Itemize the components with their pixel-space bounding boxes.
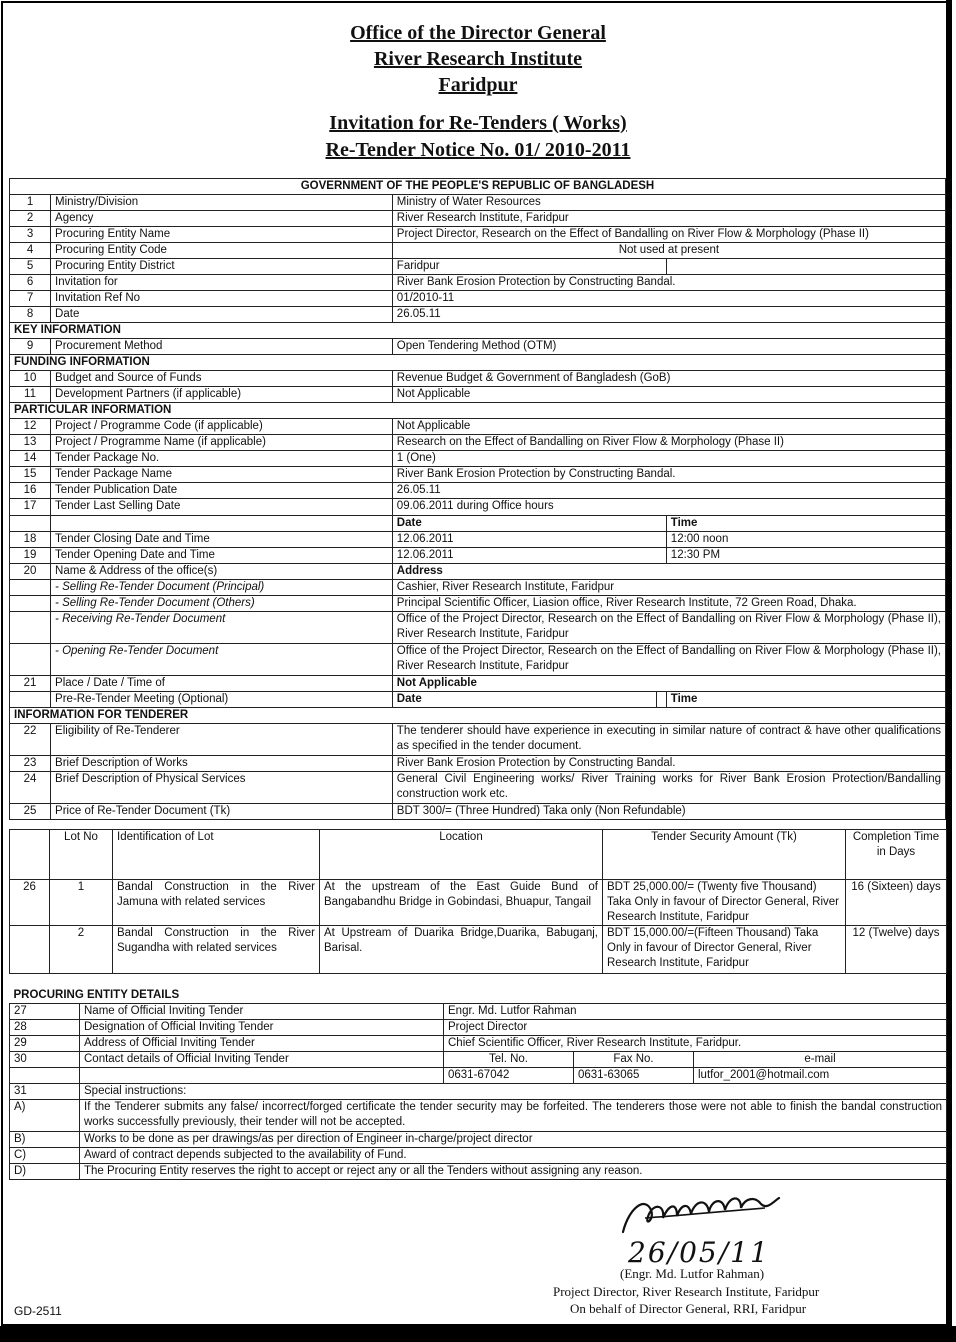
- lots-header-row: Lot No Identification of Lot Location Tender Security Amount (Tk) Completion Time in Days: [10, 830, 947, 880]
- table-row: 30 Contact details of Official Inviting Tender Tel. No. Fax No. e-mail: [10, 1052, 947, 1068]
- table-row: 20 Name & Address of the office(s) Address: [10, 564, 946, 580]
- section-heading: FUNDING INFORMATION: [10, 355, 946, 371]
- signatory-designation: Project Director, River Research Institute, Faridpur: [553, 1284, 820, 1299]
- table-row: 24 Brief Description of Physical Services General Civil Engineering works/ River Training works for River Bank Erosion Protection/Bandalling construction work etc.: [10, 772, 946, 804]
- lot-row: 2 Bandal Construction in the River Sugandha with related services At Upstream of Duarika Bridge,Duarika, Babuganj, Barisal. BDT 15,000.00/=(Fifteen Thousand) Taka Only in favour of Director General, River Research Institute, Faridpur 12 (Twelve) days: [10, 926, 947, 974]
- table-row: 14 Tender Package No. 1 (One): [10, 451, 946, 467]
- table-row: 23 Brief Description of Works River Bank Erosion Protection by Constructing Bandal.: [10, 756, 946, 772]
- section-heading: INFORMATION FOR TENDERER: [10, 708, 946, 724]
- table-row: 16 Tender Publication Date 26.05.11: [10, 483, 946, 499]
- table-row: 25 Price of Re-Tender Document (Tk) BDT 300/= (Three Hundred) Taka only (Non Refundable): [10, 804, 946, 820]
- table-row: - Receiving Re-Tender Document Office of the Project Director, Research on the Effect of Bandalling on River Flow & Morphology (Phase II), River Research Institute, Faridpur: [10, 612, 946, 644]
- table-row: 4 Procuring Entity Code Not used at present: [10, 243, 946, 259]
- table-row: 27 Name of Official Inviting Tender Engr. Md. Lutfor Rahman: [10, 1004, 947, 1020]
- header-office: Office of the Director General: [350, 22, 606, 44]
- table-row: 8 Date 26.05.11: [10, 307, 946, 323]
- procuring-entity-table: [9, 988, 947, 1180]
- table-row: 7 Invitation Ref No 01/2010-11: [10, 291, 946, 307]
- table-row: 18 Tender Closing Date and Time 12.06.2011 12:00 noon: [10, 532, 946, 548]
- table-row: A) If the Tenderer submits any false/ incorrect/forged certificate the tender security may be forfeited. The tenderers those were not able to finish the bandal construction works successfully previously, their tender will not be accepted.: [10, 1100, 947, 1132]
- handwritten-date: 26/05/11: [628, 1236, 770, 1269]
- table-row: 19 Tender Opening Date and Time 12.06.2011 12:30 PM: [10, 548, 946, 564]
- table-row: B) Works to be done as per drawings/as per direction of Engineer in-charge/project director: [10, 1132, 947, 1148]
- table-row: 11 Development Partners (if applicable) Not Applicable: [10, 387, 946, 403]
- table-row: 5 Procuring Entity District Faridpur: [10, 259, 946, 275]
- table-row: 6 Invitation for River Bank Erosion Protection by Constructing Bandal.: [10, 275, 946, 291]
- footer-code: GD-2511: [14, 1304, 62, 1318]
- gov-title-row: GOVERNMENT OF THE PEOPLE'S REPUBLIC OF BANGLADESH: [10, 179, 946, 195]
- table-row: 31 Special instructions:: [10, 1084, 947, 1100]
- bottom-edge-bar: [0, 1326, 956, 1342]
- notice-title: Invitation for Re-Tenders ( Works): [329, 112, 627, 134]
- table-row: - Selling Re-Tender Document (Others) Principal Scientific Officer, Liasion office, River Research Institute, 72 Green Road, Dhaka.: [10, 596, 946, 612]
- table-row: 15 Tender Package Name River Bank Erosion Protection by Constructing Bandal.: [10, 467, 946, 483]
- table-row: 0631-67042 0631-63065 lutfor_2001@hotmail.com: [10, 1068, 947, 1084]
- signatory-on-behalf: On behalf of Director General, RRI, Faridpur: [570, 1301, 807, 1316]
- table-row: 28 Designation of Official Inviting Tender Project Director: [10, 1020, 947, 1036]
- table-row: Date Time: [10, 516, 946, 532]
- lots-table: [9, 829, 947, 974]
- handwritten-signature: [615, 1188, 795, 1240]
- section-heading: KEY INFORMATION: [10, 323, 946, 339]
- table-row: 13 Project / Programme Name (if applicable) Research on the Effect of Bandalling on River Flow & Morphology (Phase II): [10, 435, 946, 451]
- table-row: 17 Tender Last Selling Date 09.06.2011 during Office hours: [10, 499, 946, 516]
- notice-number: Re-Tender Notice No. 01/ 2010-2011: [325, 139, 631, 161]
- table-row: 29 Address of Official Inviting Tender Chief Scientific Officer, River Research Institute, Faridpur.: [10, 1036, 947, 1052]
- section-heading: PARTICULAR INFORMATION: [10, 403, 946, 419]
- table-row: Pre-Re-Tender Meeting (Optional) Date Time: [10, 692, 946, 708]
- table-row: 21 Place / Date / Time of Not Applicable: [10, 676, 946, 692]
- table-row: 2 Agency River Research Institute, Faridpur: [10, 211, 946, 227]
- section-heading: PROCURING ENTITY DETAILS: [10, 988, 947, 1004]
- table-row: C) Award of contract depends subjected to the availability of Fund.: [10, 1148, 947, 1164]
- table-row: - Selling Re-Tender Document (Principal) Cashier, River Research Institute, Faridpur: [10, 580, 946, 596]
- table-row: 1 Ministry/Division Ministry of Water Resources: [10, 195, 946, 211]
- table-row: 9 Procurement Method Open Tendering Method (OTM): [10, 339, 946, 355]
- header-city: Faridpur: [438, 74, 518, 96]
- tender-info-table: [9, 178, 946, 820]
- lot-row: 26 1 Bandal Construction in the River Jamuna with related services At the upstream of the East Guide Bund of Bangabandhu Bridge in Gobindasi, Bhuapur, Tangail BDT 25,000.00/= (Twenty five Thousand) Taka Only in favour of Director General, River Research Institute, Faridpur 16 (Sixteen) days: [10, 880, 947, 926]
- table-row: 10 Budget and Source of Funds Revenue Budget & Government of Bangladesh (GoB): [10, 371, 946, 387]
- table-row: 12 Project / Programme Code (if applicable) Not Applicable: [10, 419, 946, 435]
- table-row: D) The Procuring Entity reserves the right to accept or reject any or all the Tenders without assigning any reason.: [10, 1164, 947, 1180]
- table-row: 3 Procuring Entity Name Project Director, Research on the Effect of Bandalling on River Flow & Morphology (Phase II): [10, 227, 946, 243]
- header-institute: River Research Institute: [373, 48, 583, 70]
- signatory-name: (Engr. Md. Lutfor Rahman): [620, 1266, 765, 1281]
- table-row: - Opening Re-Tender Document Office of the Project Director, Research on the Effect of Bandalling on River Flow & Morphology (Phase II), River Research Institute, Faridpur: [10, 644, 946, 676]
- table-row: 22 Eligibility of Re-Tenderer The tenderer should have experience in executing in similar nature of contract & have other qualifications as specified in the tender document.: [10, 724, 946, 756]
